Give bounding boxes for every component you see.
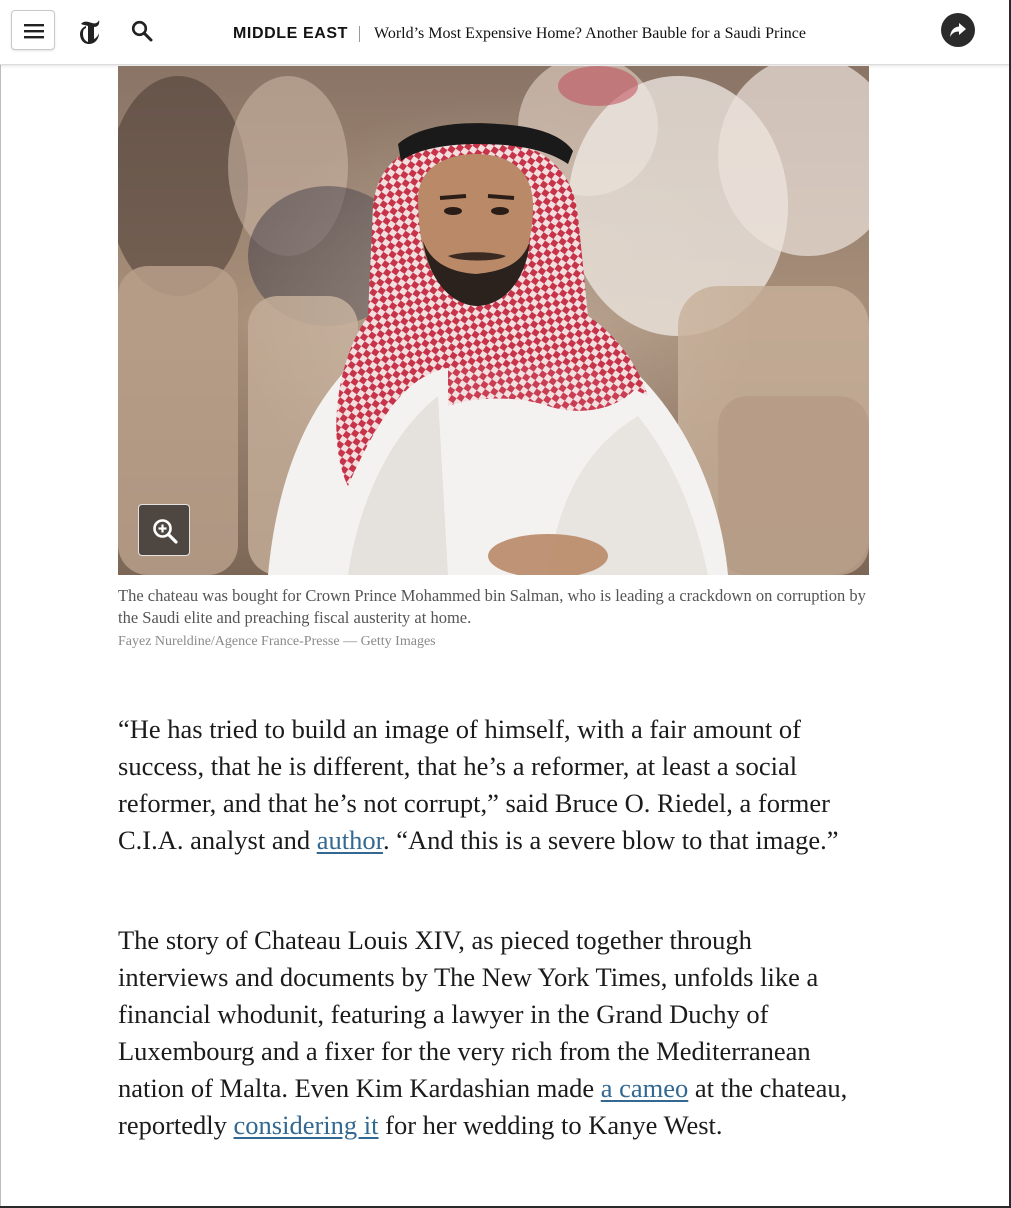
crown-prince-photo xyxy=(118,66,869,575)
a-cameo-link[interactable]: a cameo xyxy=(600,1073,689,1103)
photo-caption: The chateau was bought for Crown Prince Mohammed bin Salman, who is leading a crackdown on corruption by the Saudi elite and preaching fiscal austerity at home. xyxy=(118,586,866,627)
nyt-logo-button[interactable] xyxy=(78,19,102,45)
article-headline: World’s Most Expensive Home? Another Bauble for a Saudi Prince xyxy=(374,25,806,42)
header-divider xyxy=(359,26,360,42)
section-label[interactable]: MIDDLE EAST xyxy=(233,25,349,42)
lead-photo xyxy=(118,66,869,575)
window-left-edge xyxy=(0,0,1,1208)
paragraph-text: for her wedding to Kanye West. xyxy=(378,1110,723,1140)
article-paragraph xyxy=(118,711,868,859)
paragraph-text: The story of Chateau Louis XIV, as pieced together through interviews and documents by The New York Times, unfolds like a financial whodunit, featuring a lawyer in the Grand Duchy of Luxembourg and a fixer for the very rich from the Mediterranean nation of Malta. Even Kim Kardashian made xyxy=(118,925,819,1103)
share-button[interactable] xyxy=(941,13,975,47)
article-paragraph xyxy=(118,922,868,1144)
hamburger-menu-icon xyxy=(24,23,44,39)
search-button[interactable] xyxy=(131,20,153,42)
photo-credit: Fayez Nureldine/Agence France-Presse — Getty Images xyxy=(118,634,436,649)
considering-it-link[interactable]: considering it xyxy=(233,1110,379,1140)
share-arrow-icon xyxy=(949,21,967,39)
zoom-photo-button[interactable] xyxy=(138,504,190,556)
zoom-in-icon xyxy=(152,518,178,544)
paragraph-text: “He has tried to build an image of himself, with a fair amount of success, that he is different, that he’s a reformer, at least a social reformer, and that he’s not corrupt,” said Bruce O. Riedel, a former C.I.A. analyst and xyxy=(118,714,830,855)
search-icon xyxy=(131,20,153,42)
paragraph-text: . “And this is a severe blow to that image.” xyxy=(382,825,839,855)
paragraph-text: at the chateau, reportedly xyxy=(118,1073,848,1140)
top-header-bar xyxy=(0,0,1009,65)
nyt-logo-icon xyxy=(78,19,102,45)
menu-button[interactable] xyxy=(11,10,55,50)
author-link[interactable]: author xyxy=(316,825,383,855)
